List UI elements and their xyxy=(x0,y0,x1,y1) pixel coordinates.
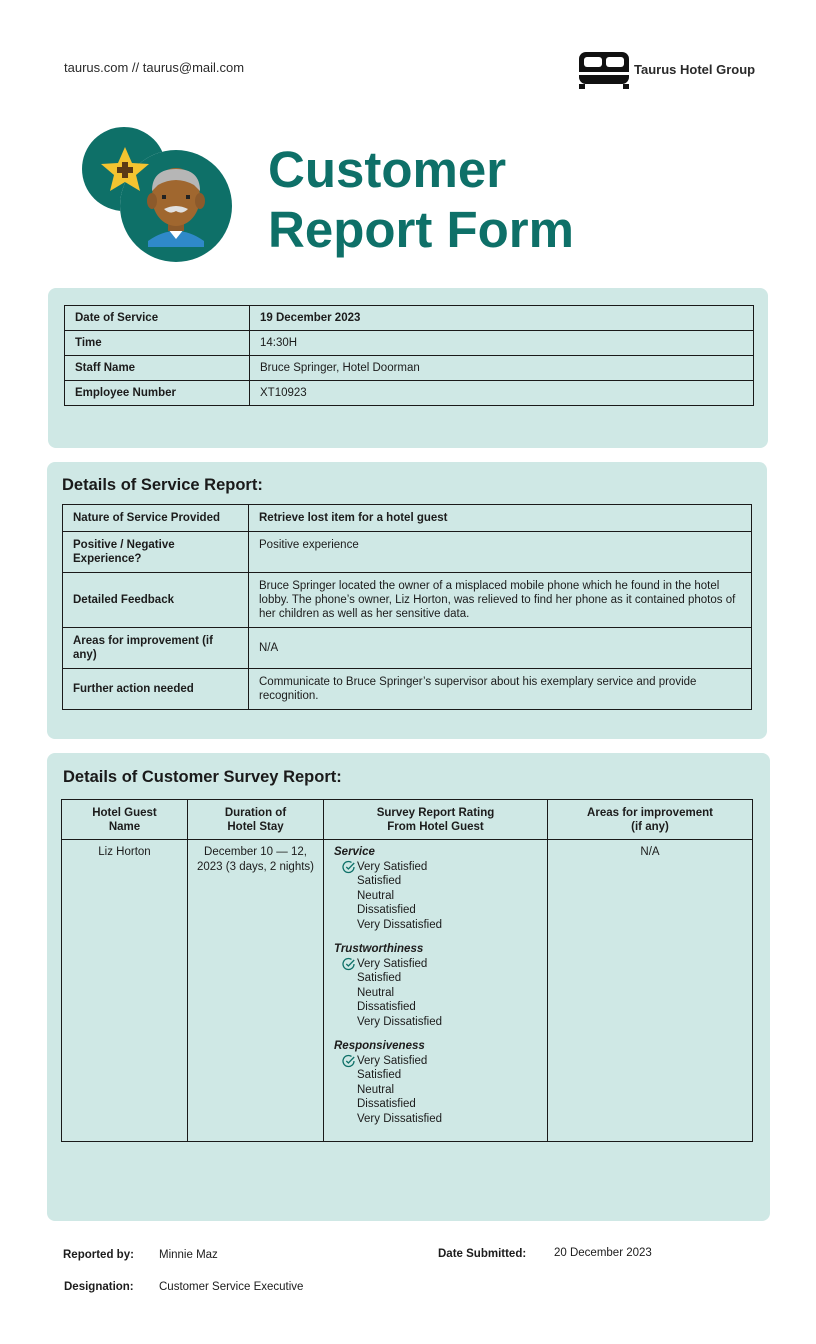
rating-cell xyxy=(324,840,548,1142)
rating-option xyxy=(342,1112,539,1127)
rating-option-label: Very Satisfied xyxy=(357,860,428,873)
rating-option xyxy=(342,874,539,889)
rating-option-label: Neutral xyxy=(357,986,395,999)
col-header-guest xyxy=(62,800,188,840)
rating-option-label: Dissatisfied xyxy=(357,1001,416,1013)
designation-label: Designation: xyxy=(64,1281,134,1293)
table-row xyxy=(63,628,752,669)
check-circle-icon xyxy=(342,957,356,971)
rating-options xyxy=(342,957,539,1030)
rating-option xyxy=(342,1097,539,1112)
section-title: Details of Customer Survey Report: xyxy=(63,768,342,786)
service-info-table xyxy=(64,305,754,406)
table-header-row xyxy=(62,800,753,840)
report-label: Detailed Feedback xyxy=(63,573,249,628)
rating-option xyxy=(342,1068,539,1083)
rating-list xyxy=(334,845,539,1126)
rating-option xyxy=(342,889,539,904)
reported-by-value: Minnie Maz xyxy=(159,1249,218,1261)
rating-option xyxy=(342,860,539,875)
header-line: Areas for improvement xyxy=(587,806,713,819)
report-value: Communicate to Bruce Springer’s supervisor about his exemplary service and provide recognition. xyxy=(249,669,752,710)
page-title xyxy=(268,140,574,260)
table-row xyxy=(63,532,752,573)
header-line: Hotel Stay xyxy=(227,820,284,833)
report-label: Positive / Negative Experience? xyxy=(63,532,249,573)
service-report-panel xyxy=(47,462,767,739)
rating-option-label: Satisfied xyxy=(357,875,402,887)
rating-option-label: Very Dissatisfied xyxy=(357,1015,443,1028)
table-row xyxy=(63,669,752,710)
guest-name: Liz Horton xyxy=(62,840,188,1142)
brand xyxy=(578,48,755,90)
rating-option-label: Dissatisfied xyxy=(357,904,416,916)
header-line: Duration of xyxy=(224,806,287,819)
brand-name: Taurus Hotel Group xyxy=(634,61,756,77)
improvement-areas: N/A xyxy=(548,840,753,1142)
rating-option xyxy=(342,903,539,918)
survey-table xyxy=(61,799,753,1142)
rating-option xyxy=(342,1015,539,1030)
report-value: Positive experience xyxy=(249,532,752,573)
table-row xyxy=(63,573,752,628)
table-row xyxy=(62,840,753,1142)
header-line: From Hotel Guest xyxy=(387,820,484,833)
rating-option-label: Satisfied xyxy=(357,1069,402,1081)
rating-option xyxy=(342,986,539,1001)
section-title: Details of Service Report: xyxy=(62,476,263,494)
rating-category: Service xyxy=(334,846,375,858)
rating-option-label: Very Satisfied xyxy=(357,957,428,970)
report-label: Further action needed xyxy=(63,669,249,710)
info-label: Date of Service xyxy=(65,306,250,331)
header-line: Hotel Guest xyxy=(92,806,157,819)
rating-option-label: Satisfied xyxy=(357,972,402,984)
contact-info: taurus.com // taurus@mail.com xyxy=(64,60,245,75)
info-label: Staff Name xyxy=(65,356,250,381)
designation-value: Customer Service Executive xyxy=(159,1281,304,1293)
reported-by-label: Reported by: xyxy=(63,1249,134,1261)
header-line: Name xyxy=(108,820,141,833)
rating-option-label: Very Dissatisfied xyxy=(357,918,443,931)
table-row xyxy=(65,306,754,331)
rating-option xyxy=(342,1083,539,1098)
rating-option xyxy=(342,971,539,986)
col-header-rating xyxy=(324,800,548,840)
rating-option xyxy=(342,1054,539,1069)
rating-options xyxy=(342,1054,539,1127)
rating-option-label: Neutral xyxy=(357,1083,395,1096)
info-value: XT10923 xyxy=(250,381,754,406)
rating-option-label: Neutral xyxy=(357,889,395,902)
customer-avatar-icon xyxy=(80,125,240,270)
bed-icon xyxy=(578,48,630,90)
col-header-duration xyxy=(188,800,324,840)
report-label: Areas for improvement (if any) xyxy=(63,628,249,669)
date-submitted-value: 20 December 2023 xyxy=(554,1247,652,1259)
table-row xyxy=(65,331,754,356)
report-value: Bruce Springer located the owner of a misplaced mobile phone which he found in the hotel lobby. The phone’s owner, Liz Horton, was relieved to find her phone as it contained photos of her children as well as her sensitive data. xyxy=(249,573,752,628)
rating-option-label: Very Dissatisfied xyxy=(357,1112,443,1125)
check-circle-icon xyxy=(342,860,356,874)
table-row xyxy=(63,505,752,532)
info-label: Employee Number xyxy=(65,381,250,406)
rating-option-label: Very Satisfied xyxy=(357,1054,428,1067)
check-circle-icon xyxy=(342,1054,356,1068)
title-line-1: Customer xyxy=(268,141,507,198)
rating-category: Trustworthiness xyxy=(334,943,424,955)
header-line: (if any) xyxy=(631,820,669,833)
service-report-table xyxy=(62,504,752,710)
report-label: Nature of Service Provided xyxy=(63,505,249,532)
info-value: 14:30H xyxy=(250,331,754,356)
rating-options xyxy=(342,860,539,933)
rating-option xyxy=(342,918,539,933)
rating-option-label: Dissatisfied xyxy=(357,1098,416,1110)
header-line: Survey Report Rating xyxy=(376,806,495,819)
rating-category: Responsiveness xyxy=(334,1040,425,1052)
survey-panel xyxy=(47,753,770,1221)
table-row xyxy=(65,381,754,406)
report-value: Retrieve lost item for a hotel guest xyxy=(249,505,752,532)
table-row xyxy=(65,356,754,381)
date-submitted-label: Date Submitted: xyxy=(438,1248,527,1260)
service-info-panel xyxy=(48,288,768,448)
col-header-areas xyxy=(548,800,753,840)
stay-duration: December 10 — 12, 2023 (3 days, 2 nights) xyxy=(188,840,324,1142)
info-value: 19 December 2023 xyxy=(250,306,754,331)
rating-option xyxy=(342,957,539,972)
report-value: N/A xyxy=(249,628,752,669)
info-label: Time xyxy=(65,331,250,356)
info-value: Bruce Springer, Hotel Doorman xyxy=(250,356,754,381)
rating-option xyxy=(342,1000,539,1015)
title-line-2: Report Form xyxy=(268,201,574,258)
